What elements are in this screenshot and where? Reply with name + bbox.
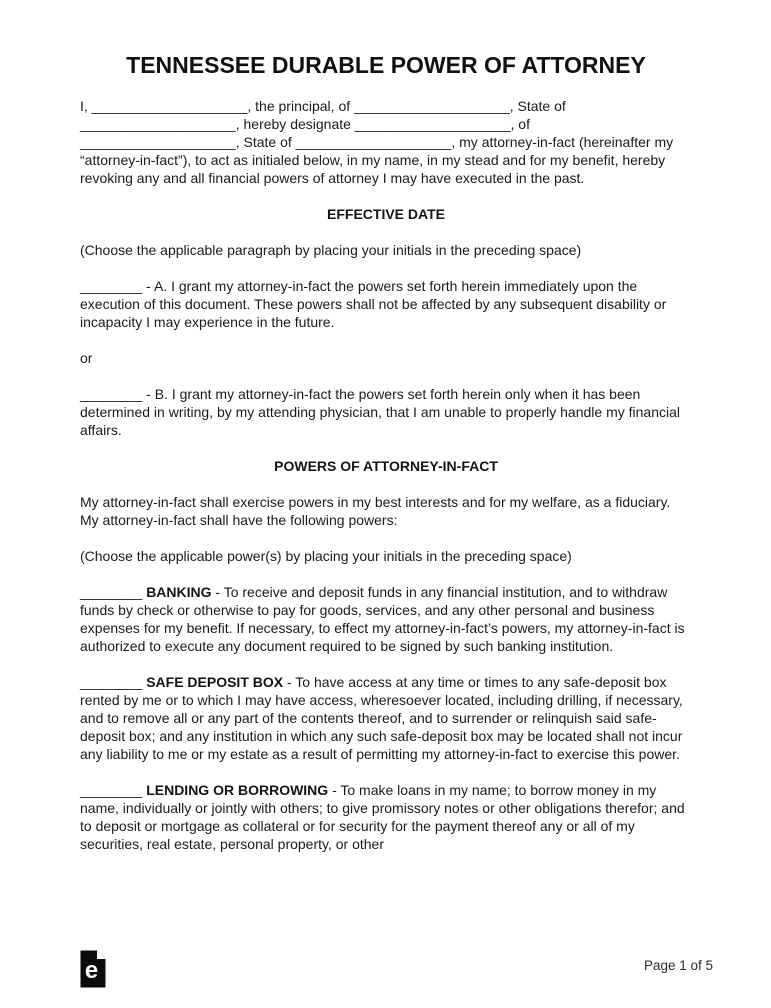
- lending-or-borrowing-text: - To make loans in my name; to borrow money in my name, individually or jointly with others; to give promissory notes or other obligations therefor; and to deposit or mortgage as collateral or for security for the payment thereof any or all of my securities, real estate, personal property, or other: [80, 782, 685, 852]
- safe-deposit-box-initials-blank: ________: [80, 674, 143, 690]
- intro-text: I, ____________________, the principal, of ____________________, State of ____________________, hereby designate ____________________, of ____________________, State of ____________________, my attorney-in-fact (hereinafter my “attorney-in-fact”), to act as initialed below, in my name, in my stead and for my benefit, hereby revoking any and all financial powers of attorney I may have executed in the past.: [80, 98, 674, 186]
- powers-instruction: (Choose the applicable power(s) by placing your initials in the preceding space): [80, 548, 572, 564]
- power-item-safe-deposit-box: [80, 673, 692, 763]
- document-title: TENNESSEE DURABLE POWER OF ATTORNEY: [126, 52, 646, 78]
- option-a-text: - A. I grant my attorney-in-fact the powers set forth herein immediately upon the execution of this document. These powers shall not be affected by any subsequent disability or incapacity I may experience in the future.: [80, 278, 667, 330]
- lending-or-borrowing-initials-blank: ________: [80, 782, 143, 798]
- or-separator: or: [80, 350, 93, 366]
- eforms-document-icon: [80, 950, 106, 988]
- document-content: [80, 50, 692, 871]
- page-footer: [80, 950, 713, 988]
- banking-initials-blank: ________: [80, 584, 143, 600]
- effective-date-heading: EFFECTIVE DATE: [327, 206, 445, 222]
- banking-label: BANKING: [146, 584, 212, 600]
- intro-paragraph: [80, 97, 692, 187]
- effective-date-instruction: (Choose the applicable paragraph by placing your initials in the preceding space): [80, 242, 582, 258]
- option-b-initials-blank: ________: [80, 386, 143, 402]
- svg-text:e: e: [84, 957, 99, 984]
- page-number: Page 1 of 5: [643, 958, 713, 973]
- option-b-text: - B. I grant my attorney-in-fact the powers set forth herein only when it has been determined in writing, by my attending physician, that I am unable to properly handle my financial affairs.: [80, 386, 680, 438]
- effective-date-option-a: [80, 277, 692, 331]
- safe-deposit-box-text: - To have access at any time or times to any safe-deposit box rented by me or to which I may have access, wheresoever located, including drilling, if necessary, and to remove all or any part of the contents thereof, and to surrender or relinquish said safe-deposit box; and any institution in which any such safe-deposit box may be located shall not incur any liability to me or my estate as a result of permitting my attorney-in-fact to exercise this power.: [80, 674, 683, 762]
- lending-or-borrowing-label: LENDING OR BORROWING: [146, 782, 329, 798]
- eforms-logo: [80, 950, 106, 988]
- option-a-initials-blank: ________: [80, 278, 143, 294]
- banking-text: - To receive and deposit funds in any financial institution, and to withdraw funds by check or otherwise to pay for goods, services, and any other personal and business expenses for my benefit. If necessary, to effect my attorney-in-fact’s powers, my attorney-in-fact is authorized to execute any document required to be signed by such banking institution.: [80, 584, 685, 654]
- safe-deposit-box-label: SAFE DEPOSIT BOX: [146, 674, 284, 690]
- powers-heading: POWERS OF ATTORNEY-IN-FACT: [274, 458, 498, 474]
- power-item-lending-or-borrowing: [80, 781, 692, 853]
- powers-intro-paragraph: My attorney-in-fact shall exercise powers in my best interests and for my welfare, as a fiduciary. My attorney-in-fact shall have the following powers:: [80, 494, 671, 528]
- power-item-banking: [80, 583, 692, 655]
- effective-date-option-b: [80, 385, 692, 439]
